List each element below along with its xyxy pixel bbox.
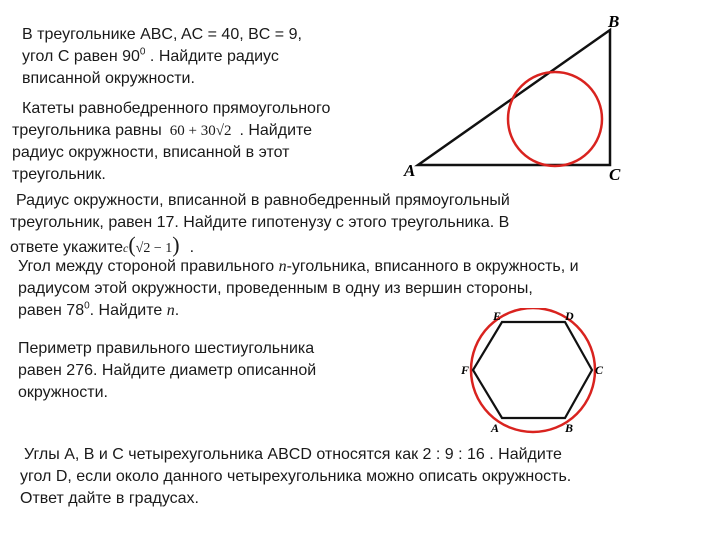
problem-3	[10, 190, 510, 256]
problem-1-line-2a: угол C равен 90	[22, 48, 140, 65]
circumscribed-circle	[471, 308, 595, 432]
problem-4-line-2: радиусом этой окружности, проведенным в одну из вершин стороны,	[18, 280, 533, 297]
problem-3-line-3: ответе укажите	[10, 239, 123, 256]
triangle-figure	[400, 10, 635, 180]
expression-c: c	[123, 241, 129, 255]
problem-3-line-1: Радиус окружности, вписанной в равнобедренный прямоугольный	[16, 192, 510, 209]
vertex-label-b: B	[565, 421, 574, 435]
problem-2-line-4: треугольник.	[12, 166, 106, 183]
problem-2-line-3: радиус окружности, вписанной в этот	[12, 144, 290, 161]
degree-superscript: 0	[139, 46, 146, 58]
left-paren: (	[128, 232, 136, 257]
problem-1-line-2b: Найдите радиус	[158, 48, 279, 65]
problem-1-line-3: вписанной окружности.	[22, 70, 195, 87]
problem-5	[18, 338, 316, 404]
problem-6-line-3: Ответ дайте в градусах.	[20, 490, 199, 507]
vertex-label-c: C	[595, 363, 604, 377]
problem-4-period: .	[174, 302, 180, 319]
problem-2-line-2b: . Найдите	[239, 122, 313, 139]
hexagon-figure	[455, 308, 615, 440]
problem-1: В треугольнике ABC, AC = 40, BC = 9, угол C равен $90^0$ . Найдите радиус вписанной окружности.	[22, 24, 302, 90]
vertex-label-f: F	[461, 363, 470, 377]
problem-1-line-1: В треугольнике ABC, AC = 40, BC = 9,	[22, 26, 302, 43]
problem-2	[12, 98, 330, 186]
vertex-label-c: C	[609, 165, 621, 180]
vertex-label-a: A	[404, 161, 416, 180]
degree-superscript-2: 0	[84, 300, 90, 312]
inscribed-circle	[508, 72, 602, 166]
problem-5-line-2: равен 276. Найдите диаметр описанной	[18, 362, 317, 379]
problem-6-line-1: Углы A, B и C четырехугольника ABCD относятся как 2 : 9 : 16 . Найдите	[24, 446, 562, 463]
problem-4-line-3a: равен 78	[18, 302, 85, 319]
problem-5-line-3: окружности.	[18, 384, 108, 401]
problem-2-line-1: Катеты равнобедренного прямоугольного	[22, 100, 331, 117]
problem-3-line-2: треугольник, равен 17. Найдите гипотенузу c этого треугольника. В	[10, 214, 510, 231]
variable-n-2: n	[166, 302, 175, 319]
problem-6	[20, 444, 571, 510]
vertex-label-e: E	[493, 309, 502, 323]
problem-3-period: .	[189, 239, 195, 256]
problem-4-line-1b: -угольника, вписанного в окружность, и	[286, 258, 579, 275]
expression-root2-minus-1: √2 − 1	[135, 241, 173, 256]
vertex-label-d: D	[565, 309, 574, 323]
regular-hexagon	[473, 322, 592, 418]
problem-4-line-3b: . Найдите	[89, 302, 163, 319]
right-paren: )	[172, 232, 180, 257]
problem-2-line-2a: треугольника равны	[12, 122, 162, 139]
vertex-label-a: A	[491, 421, 500, 435]
vertex-label-b: B	[608, 12, 620, 31]
problem-5-line-1: Периметр правильного шестиугольника	[18, 340, 315, 357]
problem-4-line-1a: Угол между стороной правильного	[18, 258, 275, 275]
expression-60-30root2: 60 + 30√2	[169, 123, 232, 139]
variable-n: n	[278, 258, 287, 275]
problem-6-line-2: угол D, если около данного четырехугольника можно описать окружность.	[20, 468, 572, 485]
